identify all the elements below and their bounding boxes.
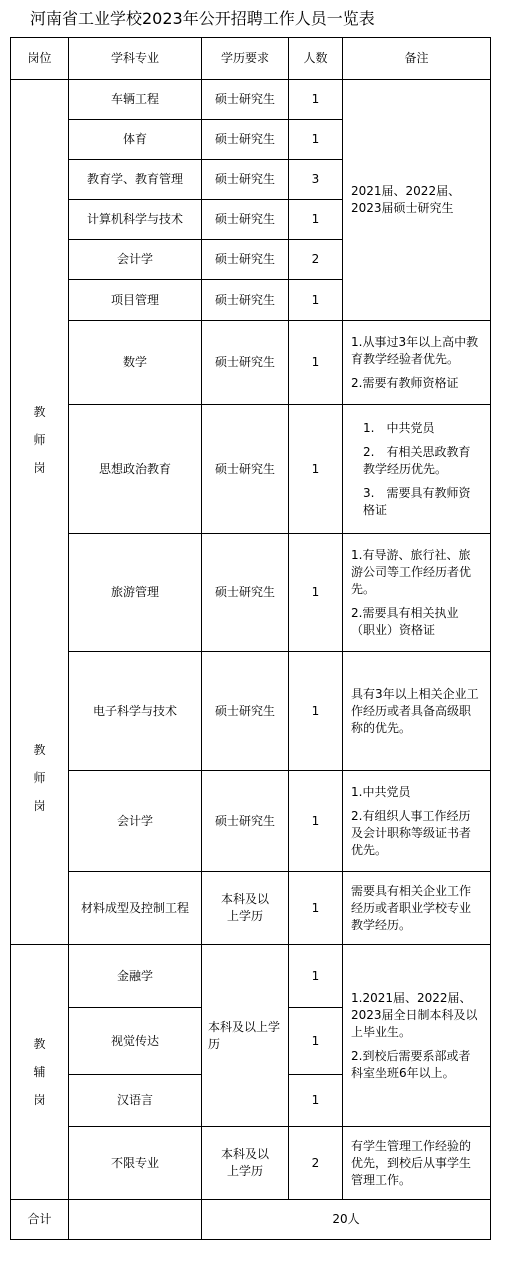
major-cell: 体育	[69, 120, 202, 160]
count-cell: 1	[289, 321, 343, 405]
count-cell: 1	[289, 1075, 343, 1127]
table-row	[11, 405, 491, 534]
total-empty-cell	[69, 1200, 202, 1240]
major-cell: 材料成型及控制工程	[69, 872, 202, 945]
education-cell: 硕士研究生	[202, 771, 289, 872]
major-cell: 视觉传达	[69, 1008, 202, 1075]
major-cell: 旅游管理	[69, 534, 202, 652]
note-cell	[343, 1127, 491, 1200]
education-cell: 本科及以上学历	[202, 1127, 289, 1200]
post-label-aux: 教辅岗	[33, 1037, 46, 1107]
count-cell: 2	[289, 240, 343, 280]
table-row	[11, 321, 491, 405]
education-cell: 硕士研究生	[202, 120, 289, 160]
note-text: 2021届、2022届、2023届硕士研究生	[351, 184, 461, 215]
major-cell: 教育学、教育管理	[69, 160, 202, 200]
education-cell: 本科及以上学历	[202, 945, 289, 1127]
note-cell	[343, 80, 491, 321]
note-text: 2.有组织人事工作经历及会计职称等级证书者优先。	[351, 808, 472, 857]
total-row	[11, 1200, 491, 1240]
major-cell: 汉语言	[69, 1075, 202, 1127]
count-cell: 1	[289, 80, 343, 120]
note-text: 有学生管理工作经验的优先，到校后从事学生管理工作。	[351, 1138, 472, 1187]
major-cell: 不限专业	[69, 1127, 202, 1200]
note-text: 2.需要有教师资格证	[351, 375, 459, 390]
note-text: 1.有导游、旅行社、旅游公司等工作经历者优先。	[351, 547, 472, 596]
post-label-teacher: 教师岗	[33, 405, 46, 475]
note-text: 1.中共党员	[351, 784, 411, 799]
education-cell: 硕士研究生	[202, 652, 289, 771]
major-cell: 计算机科学与技术	[69, 200, 202, 240]
header-note: 备注	[343, 38, 491, 80]
education-cell: 硕士研究生	[202, 80, 289, 120]
header-count: 人数	[289, 38, 343, 80]
post-label-teacher-repeat: 教师岗	[33, 743, 46, 813]
header-row	[11, 38, 491, 80]
count-cell: 1	[289, 120, 343, 160]
note-text: 2. 有相关思政教育教学经历优先。	[363, 444, 471, 476]
education-cell: 硕士研究生	[202, 240, 289, 280]
total-value: 20人	[202, 1200, 491, 1240]
education-cell: 硕士研究生	[202, 534, 289, 652]
count-cell: 1	[289, 872, 343, 945]
count-cell: 1	[289, 200, 343, 240]
major-cell: 电子科学与技术	[69, 652, 202, 771]
note-text: 具有3年以上相关企业工作经历或者具备高级职称的优先。	[351, 686, 479, 735]
count-cell: 1	[289, 534, 343, 652]
note-cell	[343, 652, 491, 771]
education-cell: 硕士研究生	[202, 280, 289, 321]
education-cell: 本科及以上学历	[202, 872, 289, 945]
header-post: 岗位	[11, 38, 69, 80]
note-cell	[343, 534, 491, 652]
table-row	[11, 1127, 491, 1200]
count-cell: 1	[289, 652, 343, 771]
major-cell: 数学	[69, 321, 202, 405]
page-title: 河南省工业学校2023年公开招聘工作人员一览表	[30, 9, 375, 28]
education-cell: 硕士研究生	[202, 160, 289, 200]
count-cell: 3	[289, 160, 343, 200]
note-text: 需要具有相关企业工作经历或者职业学校专业教学经历。	[351, 883, 472, 932]
major-cell: 金融学	[69, 945, 202, 1008]
count-cell: 1	[289, 280, 343, 321]
table-row	[11, 534, 491, 652]
header-major: 学科专业	[69, 38, 202, 80]
major-cell: 思想政治教育	[69, 405, 202, 534]
count-cell: 1	[289, 405, 343, 534]
table-row	[11, 771, 491, 872]
education-cell: 硕士研究生	[202, 321, 289, 405]
table-row	[11, 872, 491, 945]
header-education: 学历要求	[202, 38, 289, 80]
note-cell	[343, 321, 491, 405]
note-cell	[343, 872, 491, 945]
count-cell: 2	[289, 1127, 343, 1200]
major-cell: 会计学	[69, 771, 202, 872]
note-cell	[343, 771, 491, 872]
table-row	[11, 652, 491, 771]
note-text: 1.从事过3年以上高中教育教学经验者优先。	[351, 334, 479, 366]
note-text: 2.需要具有相关执业（职业）资格证	[351, 605, 459, 637]
total-label: 合计	[11, 1200, 69, 1240]
major-cell: 项目管理	[69, 280, 202, 321]
note-cell	[343, 405, 491, 534]
count-cell: 1	[289, 945, 343, 1008]
note-cell	[343, 945, 491, 1127]
major-cell: 会计学	[69, 240, 202, 280]
major-cell: 车辆工程	[69, 80, 202, 120]
count-cell: 1	[289, 771, 343, 872]
note-text: 2.到校后需要系部或者科室坐班6年以上。	[351, 1048, 471, 1080]
post-cell-aux	[11, 945, 69, 1200]
note-text: 1.2021届、2022届、2023届全日制本科及以上毕业生。	[351, 990, 478, 1039]
table-row	[11, 80, 491, 120]
post-cell-teacher	[11, 80, 69, 945]
education-cell: 硕士研究生	[202, 200, 289, 240]
note-text: 1. 中共党员	[363, 420, 435, 435]
education-cell: 硕士研究生	[202, 405, 289, 534]
count-cell: 1	[289, 1008, 343, 1075]
note-text: 3. 需要具有教师资格证	[363, 485, 471, 517]
table-row	[11, 945, 491, 1008]
recruitment-table	[10, 37, 491, 1240]
